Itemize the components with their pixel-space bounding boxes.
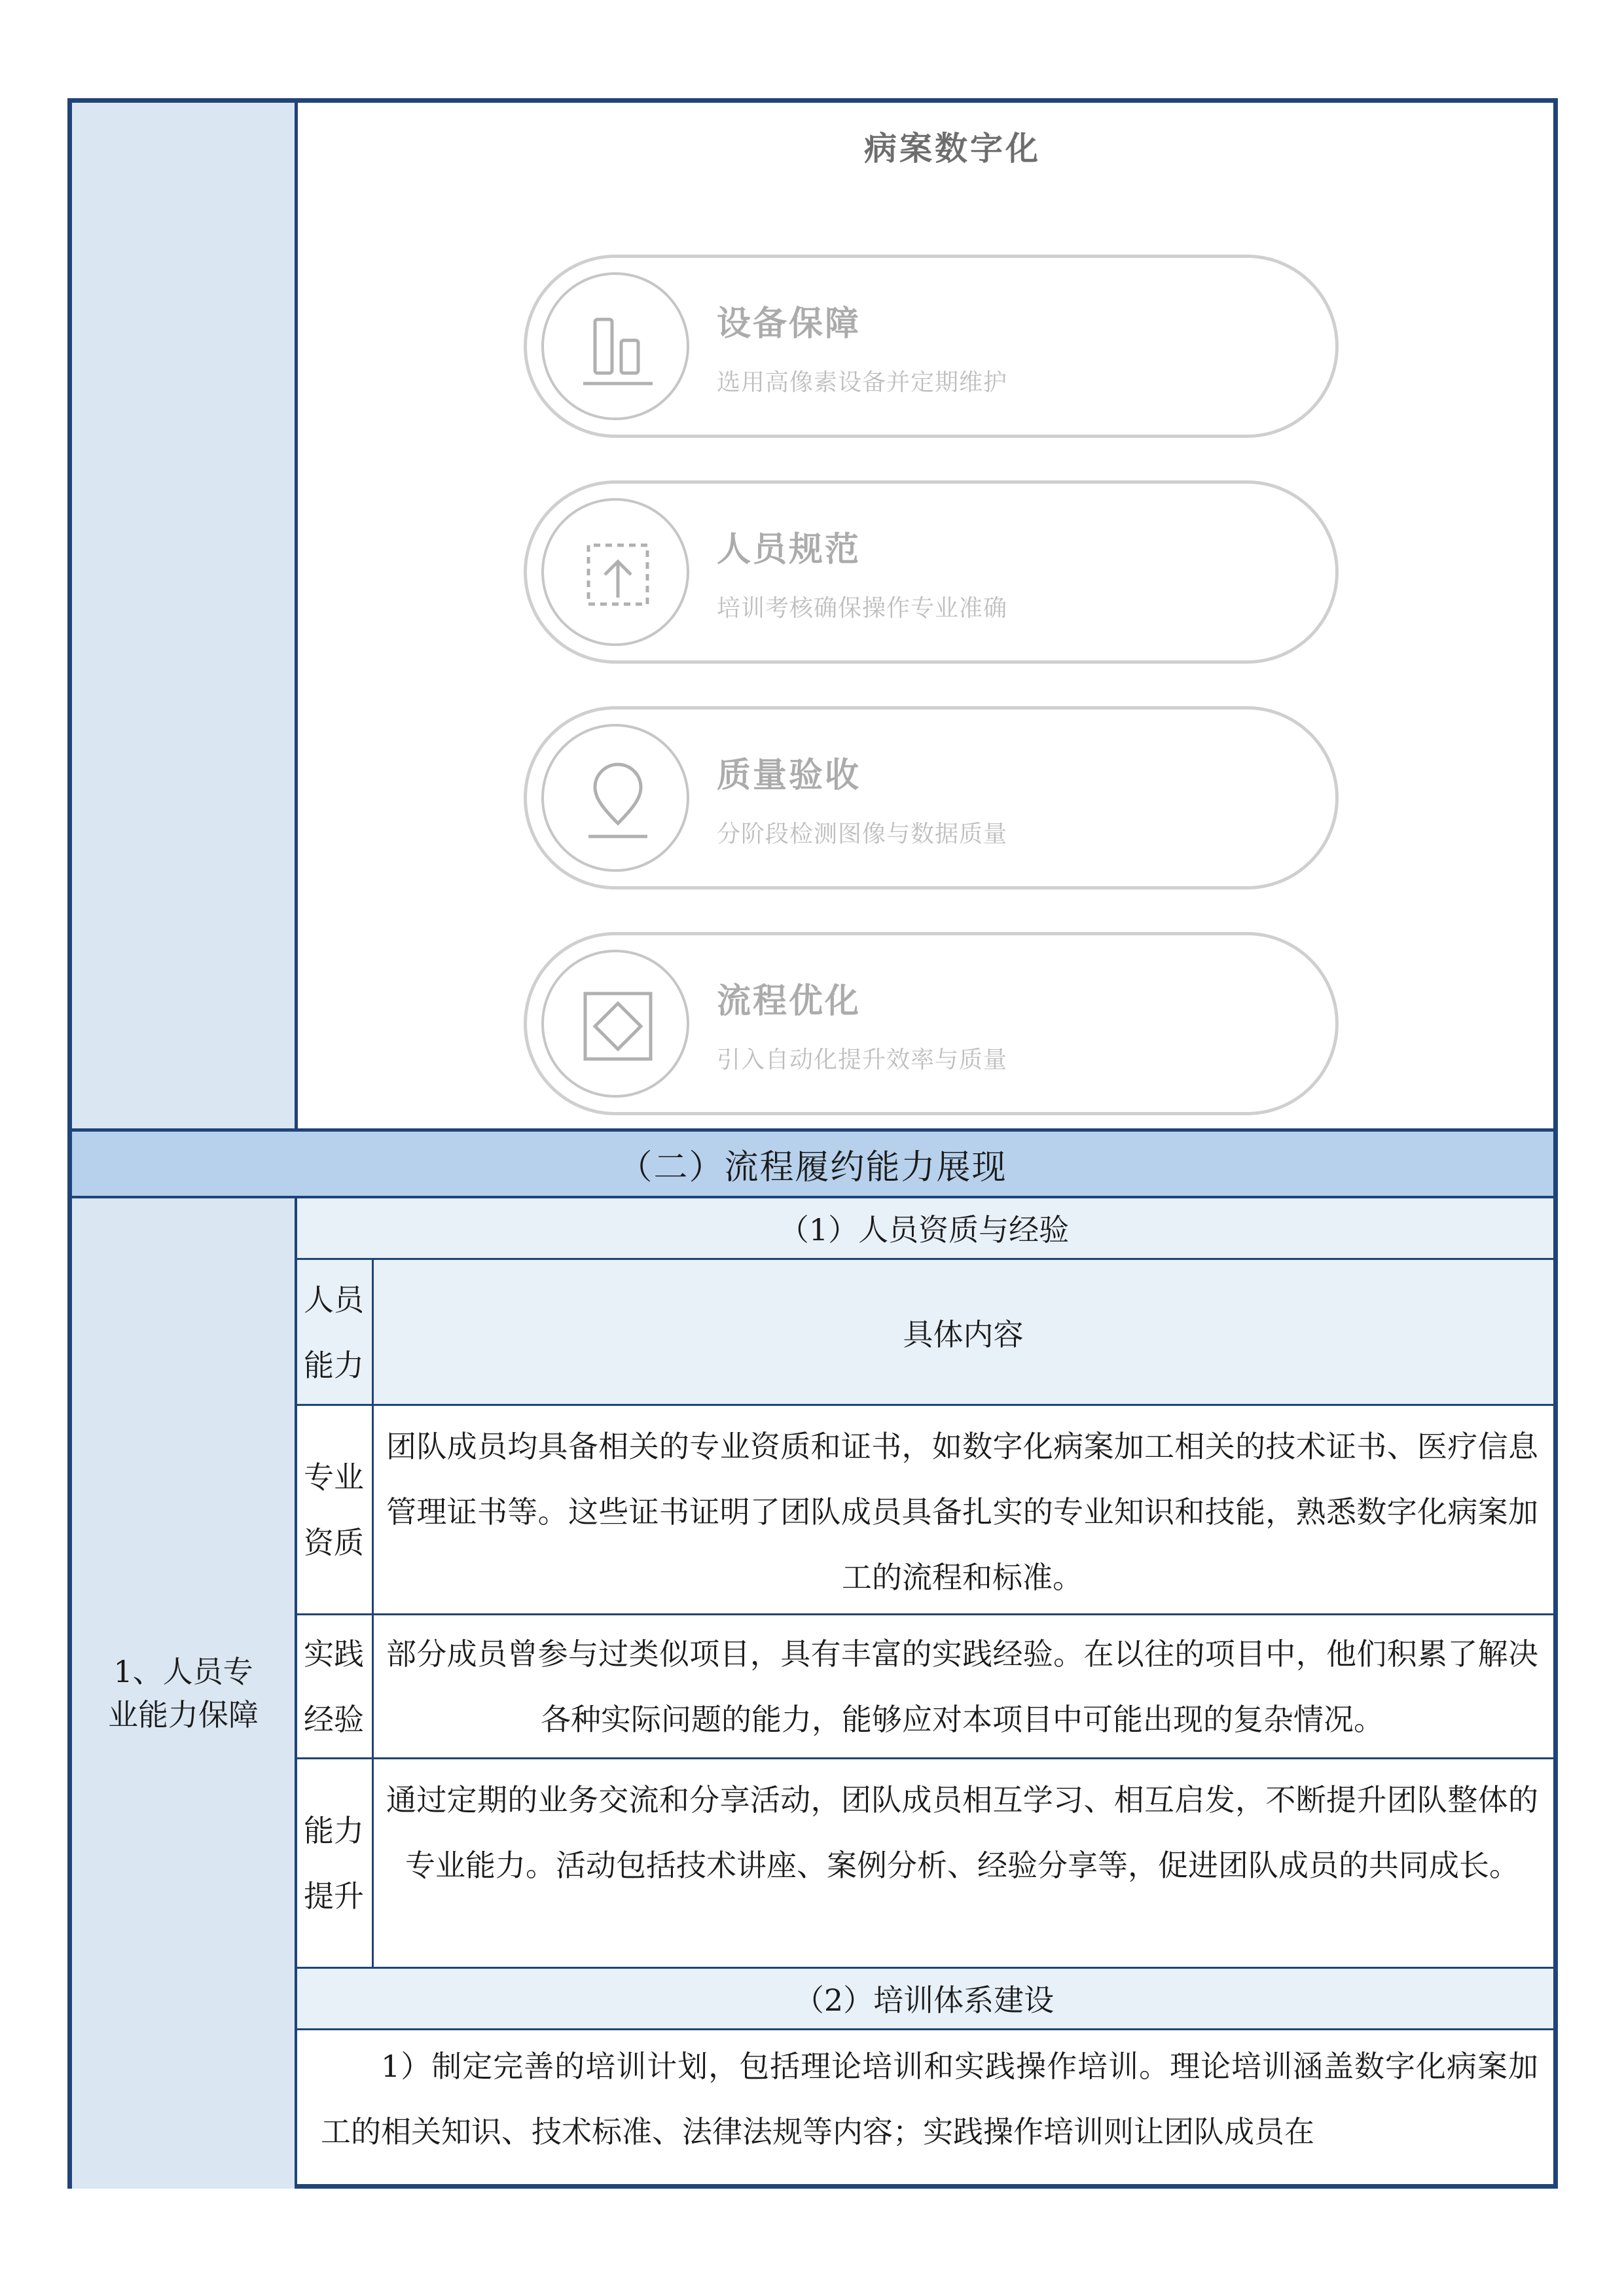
document-table <box>67 98 1558 2189</box>
grid-line <box>72 1128 1553 1132</box>
row-label-cell <box>295 1615 373 1759</box>
card-icon-ring <box>541 950 689 1098</box>
figure-card-quality <box>524 706 1339 889</box>
card-subtitle: 分阶段检测图像与数据质量 <box>717 821 1008 848</box>
figure-card-equipment <box>524 255 1339 438</box>
figure-title: 病案数字化 <box>864 130 1041 168</box>
header-label-cell <box>295 1260 373 1405</box>
card-subtitle: 引入自动化提升效率与质量 <box>717 1047 1008 1073</box>
row-content: 部分成员曾参与过类似项目，具有丰富的实践经验。在以往的项目中，他们积累了解决各种实际问题的能力，能够应对本项目中可能出现的复杂情况。 <box>386 1636 1538 1737</box>
left-column-top <box>72 103 295 1130</box>
section-title: （二）流程履约能力展现 <box>618 1148 1007 1187</box>
card-icon-ring <box>541 498 689 646</box>
location-pin-icon <box>569 751 667 850</box>
subsection-title: （2）培训体系建设 <box>793 1982 1055 2018</box>
subsection-heading-2 <box>295 1968 1553 2028</box>
header-content-cell <box>373 1260 1553 1405</box>
header-label: 人员能力 <box>304 1282 364 1383</box>
header-content: 具体内容 <box>903 1317 1024 1352</box>
figure-card-process <box>524 932 1339 1115</box>
row-label-cell <box>295 1759 373 1968</box>
card-title: 设备保障 <box>717 304 861 344</box>
section-heading <box>72 1130 1553 1198</box>
subsection-heading-1 <box>295 1198 1553 1258</box>
grid-line <box>295 1198 297 2189</box>
grid-line <box>295 1967 1553 1969</box>
grid-line <box>295 103 298 1130</box>
grid-line <box>295 1613 1553 1615</box>
figure-card-staff <box>524 480 1339 664</box>
left-column-bottom <box>72 1198 295 2189</box>
row-label: 专业资质 <box>304 1460 364 1560</box>
card-title: 流程优化 <box>717 982 861 1021</box>
card-title: 人员规范 <box>717 530 861 569</box>
card-subtitle: 选用高像素设备并定期维护 <box>717 369 1008 396</box>
grid-line <box>295 1757 1553 1759</box>
row-label: 能力提升 <box>304 1813 364 1914</box>
card-title: 质量验收 <box>717 756 861 795</box>
grid-line <box>295 1404 1553 1406</box>
card-icon-ring <box>541 724 689 872</box>
row-content: 通过定期的业务交流和分享活动，团队成员相互学习、相互启发，不断提升团队整体的专业能力。活动包括技术讲座、案例分析、经验分享等，促进团队成员的共同成长。 <box>386 1782 1538 1883</box>
bar-chart-icon <box>569 300 667 398</box>
left-label: 1、人员专业能力保障 <box>108 1654 259 1732</box>
row-label-cell <box>295 1405 373 1615</box>
row-content: 团队成员均具备相关的专业资质和证书，如数字化病案加工相关的技术证书、医疗信息管理证书等。这些证书证明了团队成员具备扎实的专业知识和技能，熟悉数字化病案加工的流程和标准。 <box>386 1429 1538 1595</box>
card-subtitle: 培训考核确保操作专业准确 <box>717 595 1008 622</box>
training-paragraph: 1）制定完善的培训计划，包括理论培训和实践操作培训。理论培训涵盖数字化病案加工的相关知识、技术标准、法律法规等内容；实践操作培训则让团队成员在 <box>321 2049 1538 2149</box>
upload-icon <box>569 526 667 624</box>
row-label: 实践经验 <box>304 1636 364 1737</box>
card-icon-ring <box>541 272 689 420</box>
subsection-title: （1）人员资质与经验 <box>778 1212 1070 1247</box>
grid-line <box>295 2028 1553 2030</box>
diamond-box-icon <box>569 977 667 1075</box>
grid-line <box>295 1258 1553 1260</box>
